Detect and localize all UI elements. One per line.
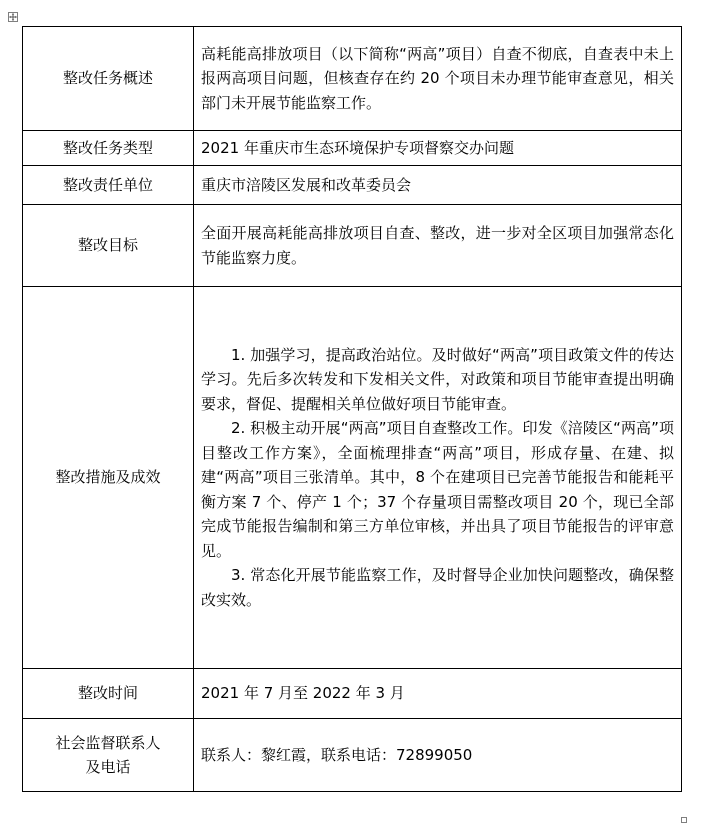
measures-value[interactable] [194, 287, 682, 669]
goal-value[interactable]: 全面开展高耗能高排放项目自查、整改，进一步对全区项目加强常态化节能监察力度。 [194, 205, 682, 287]
measure-paragraph-1: 1. 加强学习，提高政治站位。及时做好“两高”项目政策文件的传达学习。先后多次转发和下发相关文件，对政策和项目节能审查提出明确要求，督促、提醒相关单位做好项目节能审查。 [201, 345, 674, 413]
measure-paragraph-3: 3. 常态化开展节能监察工作，及时督导企业加快问题整改，确保整改实效。 [201, 566, 674, 609]
rectification-table [22, 26, 682, 792]
contact-value[interactable]: 联系人：黎红霞，联系电话：72899050 [194, 719, 682, 792]
table-row-overview [23, 27, 682, 131]
overview-value[interactable]: 高耗能高排放项目（以下简称“两高”项目）自查不彻底，自查表中未上报两高项目问题，但核查存在约 20 个项目未办理节能审查意见，相关部门未开展节能监察工作。 [194, 27, 682, 131]
table-move-handle-icon[interactable] [8, 12, 18, 22]
table-resize-handle-icon[interactable] [681, 817, 687, 823]
table-row-measures [23, 287, 682, 669]
table-row-task-type [23, 131, 682, 166]
time-label[interactable]: 整改时间 [23, 669, 194, 719]
responsible-unit-value[interactable]: 重庆市涪陵区发展和改革委员会 [194, 166, 682, 205]
task-type-label[interactable]: 整改任务类型 [23, 131, 194, 166]
contact-label-line2: 及电话 [85, 758, 131, 776]
responsible-unit-label[interactable]: 整改责任单位 [23, 166, 194, 205]
table-row-time [23, 669, 682, 719]
overview-label[interactable]: 整改任务概述 [23, 27, 194, 131]
table-row-goal [23, 205, 682, 287]
measures-label[interactable]: 整改措施及成效 [23, 287, 194, 669]
table-row-contact [23, 719, 682, 792]
task-type-value[interactable]: 2021 年重庆市生态环境保护专项督察交办问题 [194, 131, 682, 166]
goal-label[interactable]: 整改目标 [23, 205, 194, 287]
contact-label[interactable] [23, 719, 194, 792]
time-value[interactable]: 2021 年 7 月至 2022 年 3 月 [194, 669, 682, 719]
contact-label-line1: 社会监督联系人 [55, 733, 161, 752]
measure-paragraph-2: 2. 积极主动开展“两高”项目自查整改工作。印发《涪陵区“两高”项目整改工作方案》，全面梳理排查“两高”项目，形成存量、在建、拟建“两高”项目三张清单。其中，8 个在建项目已完善节能报告和能耗平衡方案 7 个、停产 1 个；37 个存量项目需整改项目 20 个，现已全部完成节能报告编制和第三方单位审核，并出具了项目节能报告的评审意见。 [201, 419, 674, 560]
table-row-responsible-unit [23, 166, 682, 205]
